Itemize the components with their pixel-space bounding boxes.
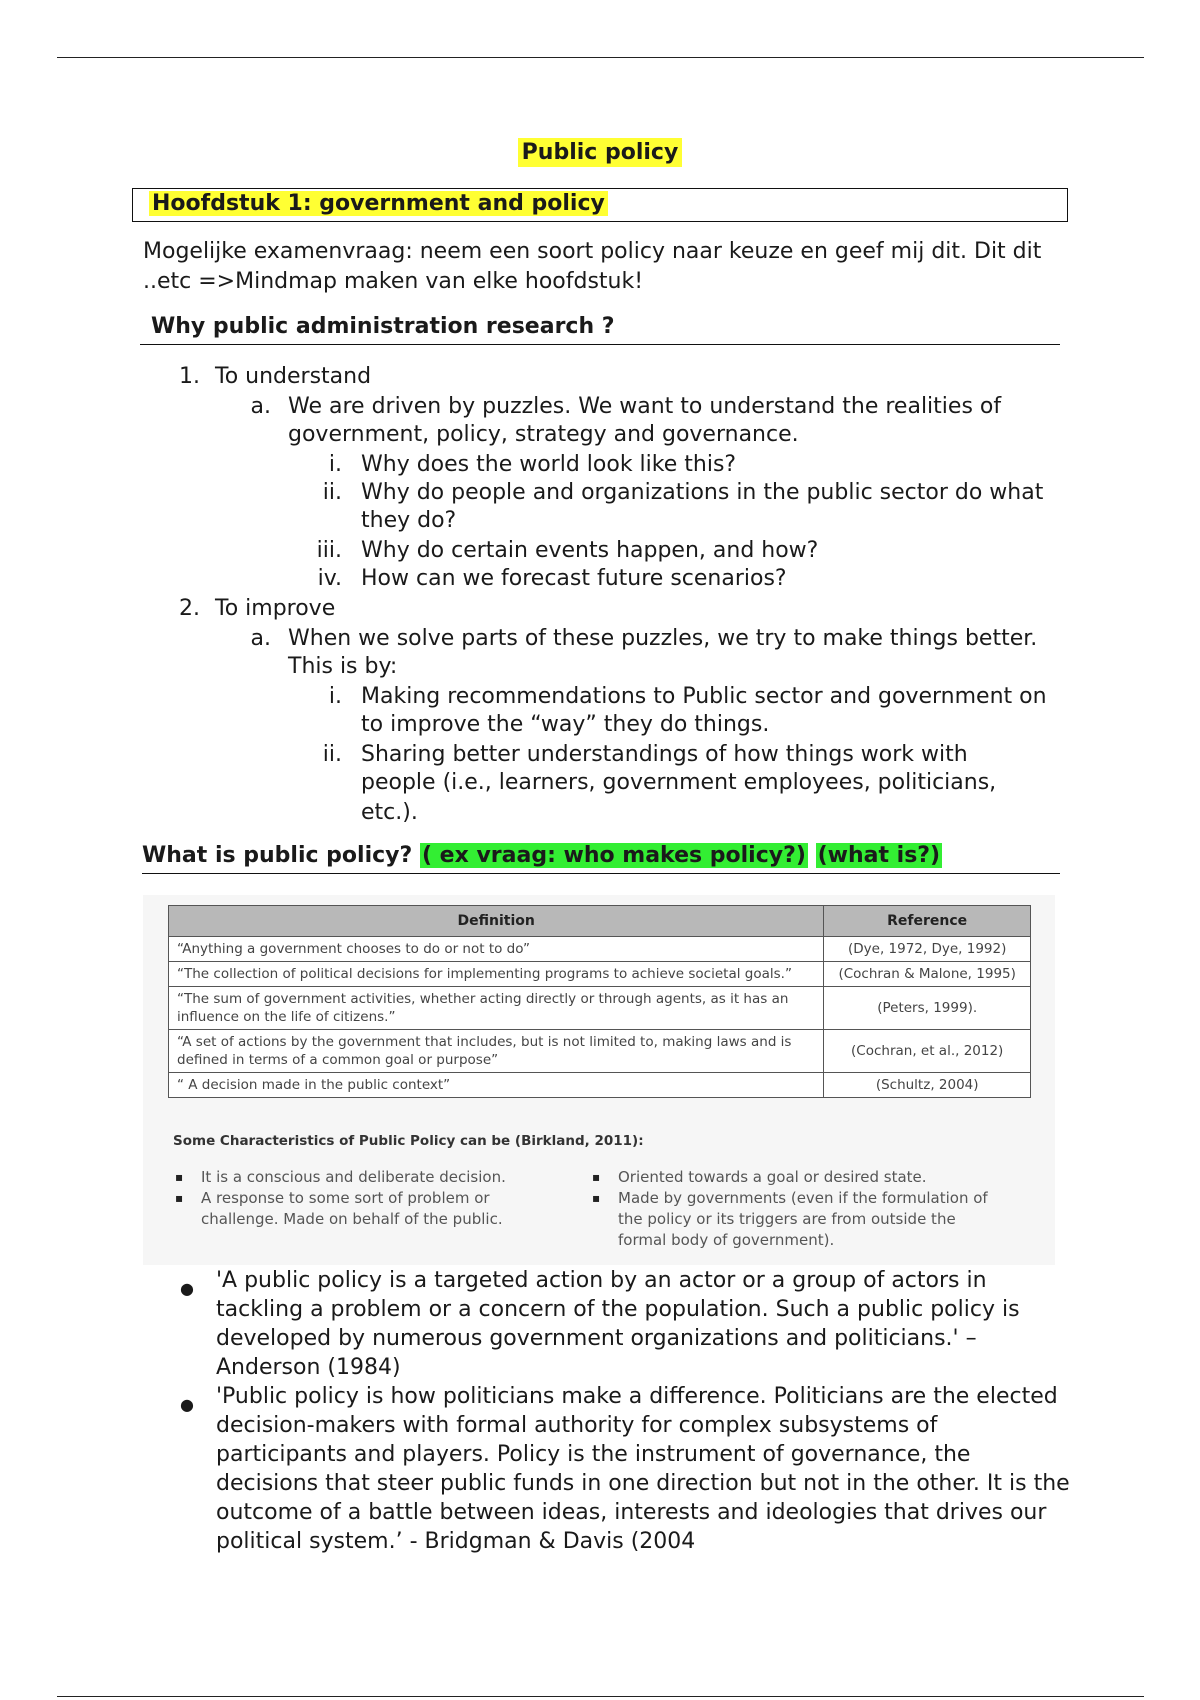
definition-cell: “ A decision made in the public context” (169, 1073, 824, 1098)
chapter-heading-box (132, 188, 1068, 222)
definition-cell: “A set of actions by the government that includes, but is not limited to, making laws and is defined in terms of a common goal or purpose” (169, 1030, 824, 1073)
table-row (169, 987, 1031, 1030)
intro-paragraph: Mogelijke examenvraag: neem een soort policy naar keuze en geef mij dit. Dit dit ..etc =>Mindmap maken van elke hoofdstuk! (143, 239, 1042, 294)
chapter-title: Hoofdstuk 1: government and policy (149, 191, 608, 216)
definition-cell: “The sum of government activities, whether acting directly or through agents, as it has an influence on the life of citizens.” (169, 987, 824, 1030)
characteristics-heading: Some Characteristics of Public Policy can be (Birkland, 2011): (173, 1133, 644, 1149)
characteristics-right (590, 1167, 1000, 1251)
definitions-figure (143, 895, 1055, 1265)
reference-cell: (Cochran, et al., 2012) (824, 1030, 1031, 1073)
definition-cell: “The collection of political decisions for implementing programs to achieve societal goals.” (169, 962, 824, 987)
exam-question-tag: ( ex vraag: who makes policy?) (421, 843, 806, 868)
characteristics-left (173, 1167, 513, 1230)
definition-cell: “Anything a government chooses to do or not to do” (169, 937, 824, 962)
table-row (169, 962, 1031, 987)
what-is-tag: (what is?) (817, 843, 941, 868)
table-row (169, 937, 1031, 962)
column-header-definition: Definition (169, 906, 824, 937)
characteristic-item: ▪ Made by governments (even if the formulation of the policy or its triggers are from outside the formal body of government). (590, 1188, 1000, 1251)
bullet-icon: ● (180, 1279, 194, 1298)
characteristic-item: ▪ It is a conscious and deliberate decision. (173, 1167, 513, 1188)
footer-rule (57, 1696, 1144, 1697)
quote-anderson: 'A public policy is a targeted action by an actor or a group of actors in tackling a problem or a concern of the population. Such a public policy is developed by numerous government organizations and politicians.' – Anderson (1984) (216, 1268, 1020, 1380)
reference-cell: (Schultz, 2004) (824, 1073, 1031, 1098)
page-title: Public policy (0, 140, 1200, 165)
bullet-icon: ● (180, 1395, 194, 1414)
column-header-reference: Reference (824, 906, 1031, 937)
table-row (169, 1073, 1031, 1098)
section-heading-research: Why public administration research ? (140, 312, 1060, 345)
reference-cell: (Dye, 1972, Dye, 1992) (824, 937, 1031, 962)
header-rule (57, 57, 1144, 58)
section-heading-public-policy: What is public policy? ( ex vraag: who makes policy?) (what is?) (142, 841, 1060, 874)
characteristic-item: ▪ Oriented towards a goal or desired state. (590, 1167, 1000, 1188)
reference-cell: (Peters, 1999). (824, 987, 1031, 1030)
reference-cell: (Cochran & Malone, 1995) (824, 962, 1031, 987)
table-row (169, 1030, 1031, 1073)
quote-bridgman-davis: 'Public policy is how politicians make a difference. Politicians are the elected decision-makers with formal authority for complex subsystems of participants and players. Policy is the instrument of governance, the decisions that steer public funds in one direction but not in the other. It is the outcome of a battle between ideas, interests and ideologies that drives our political system.’ - Bridgman & Davis (2004 (216, 1384, 1070, 1554)
definitions-table (168, 905, 1031, 1098)
characteristic-item: ▪ A response to some sort of problem or challenge. Made on behalf of the public. (173, 1188, 513, 1230)
